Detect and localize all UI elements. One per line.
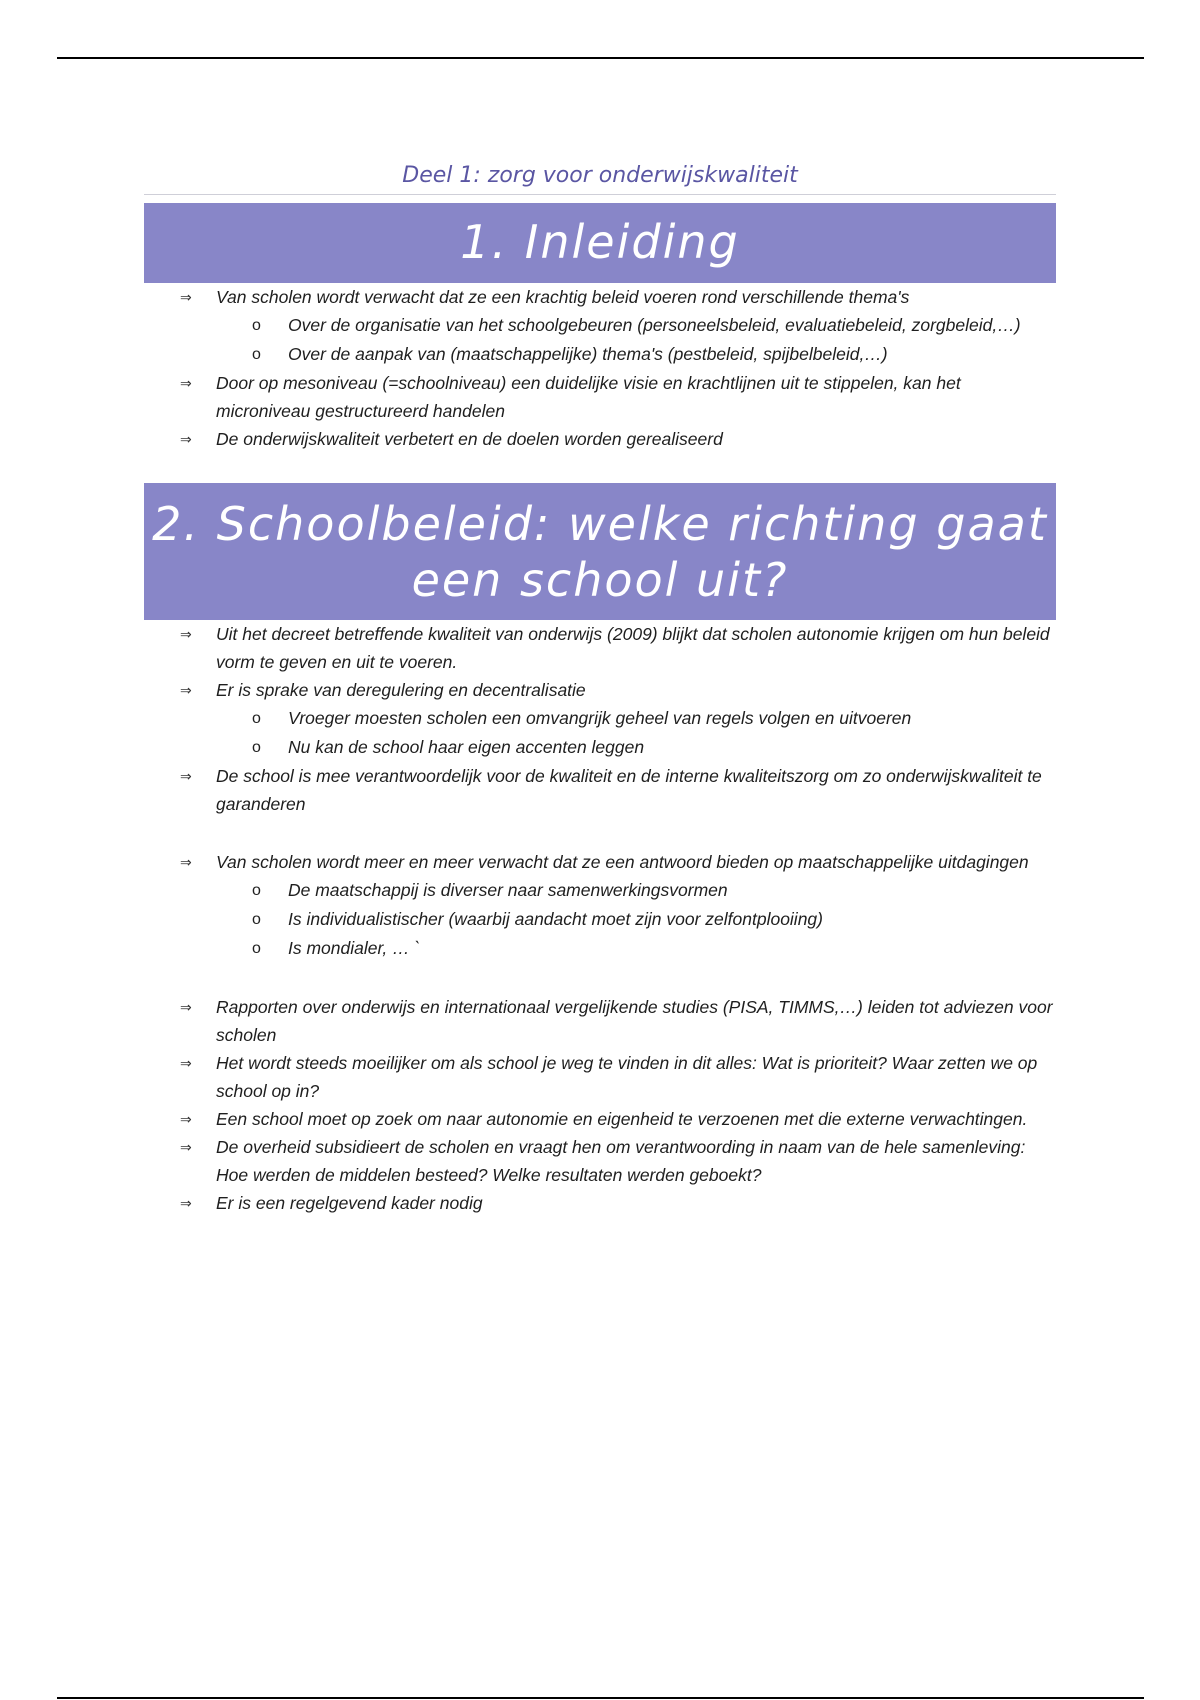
list-item-text: Van scholen wordt verwacht dat ze een krachtig beleid voeren rond verschillende thema's bbox=[216, 287, 910, 307]
sub-list-item bbox=[216, 311, 1056, 340]
arrow-bullet-icon: ⇒ bbox=[180, 1139, 192, 1155]
sub-list bbox=[216, 876, 1056, 963]
list-item bbox=[144, 283, 1056, 369]
spacer bbox=[144, 963, 1056, 993]
header-rule bbox=[57, 57, 1144, 59]
section-2-list-group-3 bbox=[144, 993, 1056, 1217]
sub-list-item-text: Over de aanpak van (maatschappelijke) thema's (pestbeleid, spijbelbeleid,…) bbox=[288, 344, 888, 364]
sub-list bbox=[216, 704, 1056, 762]
sub-list-item bbox=[216, 704, 1056, 733]
arrow-bullet-icon: ⇒ bbox=[180, 854, 192, 870]
list-item-text: Het wordt steeds moeilijker om als school je weg te vinden in dit alles: Wat is prioriteit? Waar zetten we op school op in? bbox=[216, 1053, 1038, 1101]
section-2-heading bbox=[144, 483, 1056, 620]
list-item-text: De school is mee verantwoordelijk voor de kwaliteit en de interne kwaliteitszorg om zo onderwijskwaliteit te garanderen bbox=[216, 766, 1042, 814]
arrow-bullet-icon: ⇒ bbox=[180, 768, 192, 784]
sub-list bbox=[216, 311, 1056, 369]
sub-list-item-text: Is individualistischer (waarbij aandacht moet zijn voor zelfontplooiing) bbox=[288, 909, 823, 929]
footer-rule bbox=[57, 1697, 1144, 1699]
circle-bullet-icon: o bbox=[252, 317, 261, 334]
arrow-bullet-icon: ⇒ bbox=[180, 431, 192, 447]
list-item bbox=[144, 1189, 1056, 1217]
sub-list-item-text: Nu kan de school haar eigen accenten leggen bbox=[288, 737, 645, 757]
list-item-text: Door op mesoniveau (=schoolniveau) een duidelijke visie en krachtlijnen uit te stippelen, kan het microniveau gestructureerd handelen bbox=[216, 373, 961, 421]
sub-list-item-text: Is mondialer, … ` bbox=[288, 938, 421, 958]
list-item bbox=[144, 369, 1056, 425]
part-title: Deel 1: zorg voor onderwijskwaliteit bbox=[144, 158, 1056, 195]
list-item bbox=[144, 676, 1056, 762]
list-item-text: Van scholen wordt meer en meer verwacht dat ze een antwoord bieden op maatschappelijke uitdagingen bbox=[216, 852, 1029, 872]
list-item-text: Rapporten over onderwijs en internationaal vergelijkende studies (PISA, TIMMS,…) leiden tot adviezen voor scholen bbox=[216, 997, 1053, 1045]
list-item bbox=[144, 425, 1056, 453]
list-item bbox=[144, 1133, 1056, 1189]
arrow-bullet-icon: ⇒ bbox=[180, 289, 192, 305]
circle-bullet-icon: o bbox=[252, 882, 261, 899]
list-item bbox=[144, 620, 1056, 676]
list-item-text: Een school moet op zoek om naar autonomie en eigenheid te verzoenen met die externe verwachtingen. bbox=[216, 1109, 1028, 1129]
circle-bullet-icon: o bbox=[252, 911, 261, 928]
arrow-bullet-icon: ⇒ bbox=[180, 375, 192, 391]
section-2-heading-line-2: een school uit? bbox=[411, 553, 789, 607]
section-2-list-group-1 bbox=[144, 620, 1056, 818]
sub-list-item bbox=[216, 934, 1056, 963]
arrow-bullet-icon: ⇒ bbox=[180, 626, 192, 642]
section-1-list bbox=[144, 283, 1056, 453]
list-item-text: Er is een regelgevend kader nodig bbox=[216, 1193, 483, 1213]
list-item bbox=[144, 1049, 1056, 1105]
circle-bullet-icon: o bbox=[252, 739, 261, 756]
section-2-heading-line-1: 2. Schoolbeleid: welke richting gaat bbox=[152, 497, 1048, 551]
sub-list-item bbox=[216, 905, 1056, 934]
circle-bullet-icon: o bbox=[252, 710, 261, 727]
sub-list-item-text: De maatschappij is diverser naar samenwerkingsvormen bbox=[288, 880, 728, 900]
circle-bullet-icon: o bbox=[252, 346, 261, 363]
arrow-bullet-icon: ⇒ bbox=[180, 1195, 192, 1211]
arrow-bullet-icon: ⇒ bbox=[180, 1111, 192, 1127]
spacer bbox=[144, 818, 1056, 848]
list-item-text: Uit het decreet betreffende kwaliteit van onderwijs (2009) blijkt dat scholen autonomie krijgen om hun beleid vorm te geven en uit te voeren. bbox=[216, 624, 1050, 672]
list-item-text: De onderwijskwaliteit verbetert en de doelen worden gerealiseerd bbox=[216, 429, 723, 449]
list-item bbox=[144, 993, 1056, 1049]
arrow-bullet-icon: ⇒ bbox=[180, 999, 192, 1015]
list-item bbox=[144, 1105, 1056, 1133]
circle-bullet-icon: o bbox=[252, 940, 261, 957]
page-content bbox=[144, 158, 1056, 1217]
sub-list-item bbox=[216, 876, 1056, 905]
sub-list-item bbox=[216, 733, 1056, 762]
list-item-text: Er is sprake van deregulering en decentralisatie bbox=[216, 680, 586, 700]
list-item bbox=[144, 762, 1056, 818]
arrow-bullet-icon: ⇒ bbox=[180, 1055, 192, 1071]
sub-list-item-text: Vroeger moesten scholen een omvangrijk geheel van regels volgen en uitvoeren bbox=[288, 708, 912, 728]
list-item-text: De overheid subsidieert de scholen en vraagt hen om verantwoording in naam van de hele samenleving: Hoe werden de middelen besteed? Welke resultaten werden geboekt? bbox=[216, 1137, 1026, 1185]
sub-list-item bbox=[216, 340, 1056, 369]
list-item bbox=[144, 848, 1056, 963]
section-2-list-group-2 bbox=[144, 848, 1056, 963]
section-1-heading: 1. Inleiding bbox=[144, 203, 1056, 283]
sub-list-item-text: Over de organisatie van het schoolgebeuren (personeelsbeleid, evaluatiebeleid, zorgbeleid,…) bbox=[288, 315, 1021, 335]
arrow-bullet-icon: ⇒ bbox=[180, 682, 192, 698]
